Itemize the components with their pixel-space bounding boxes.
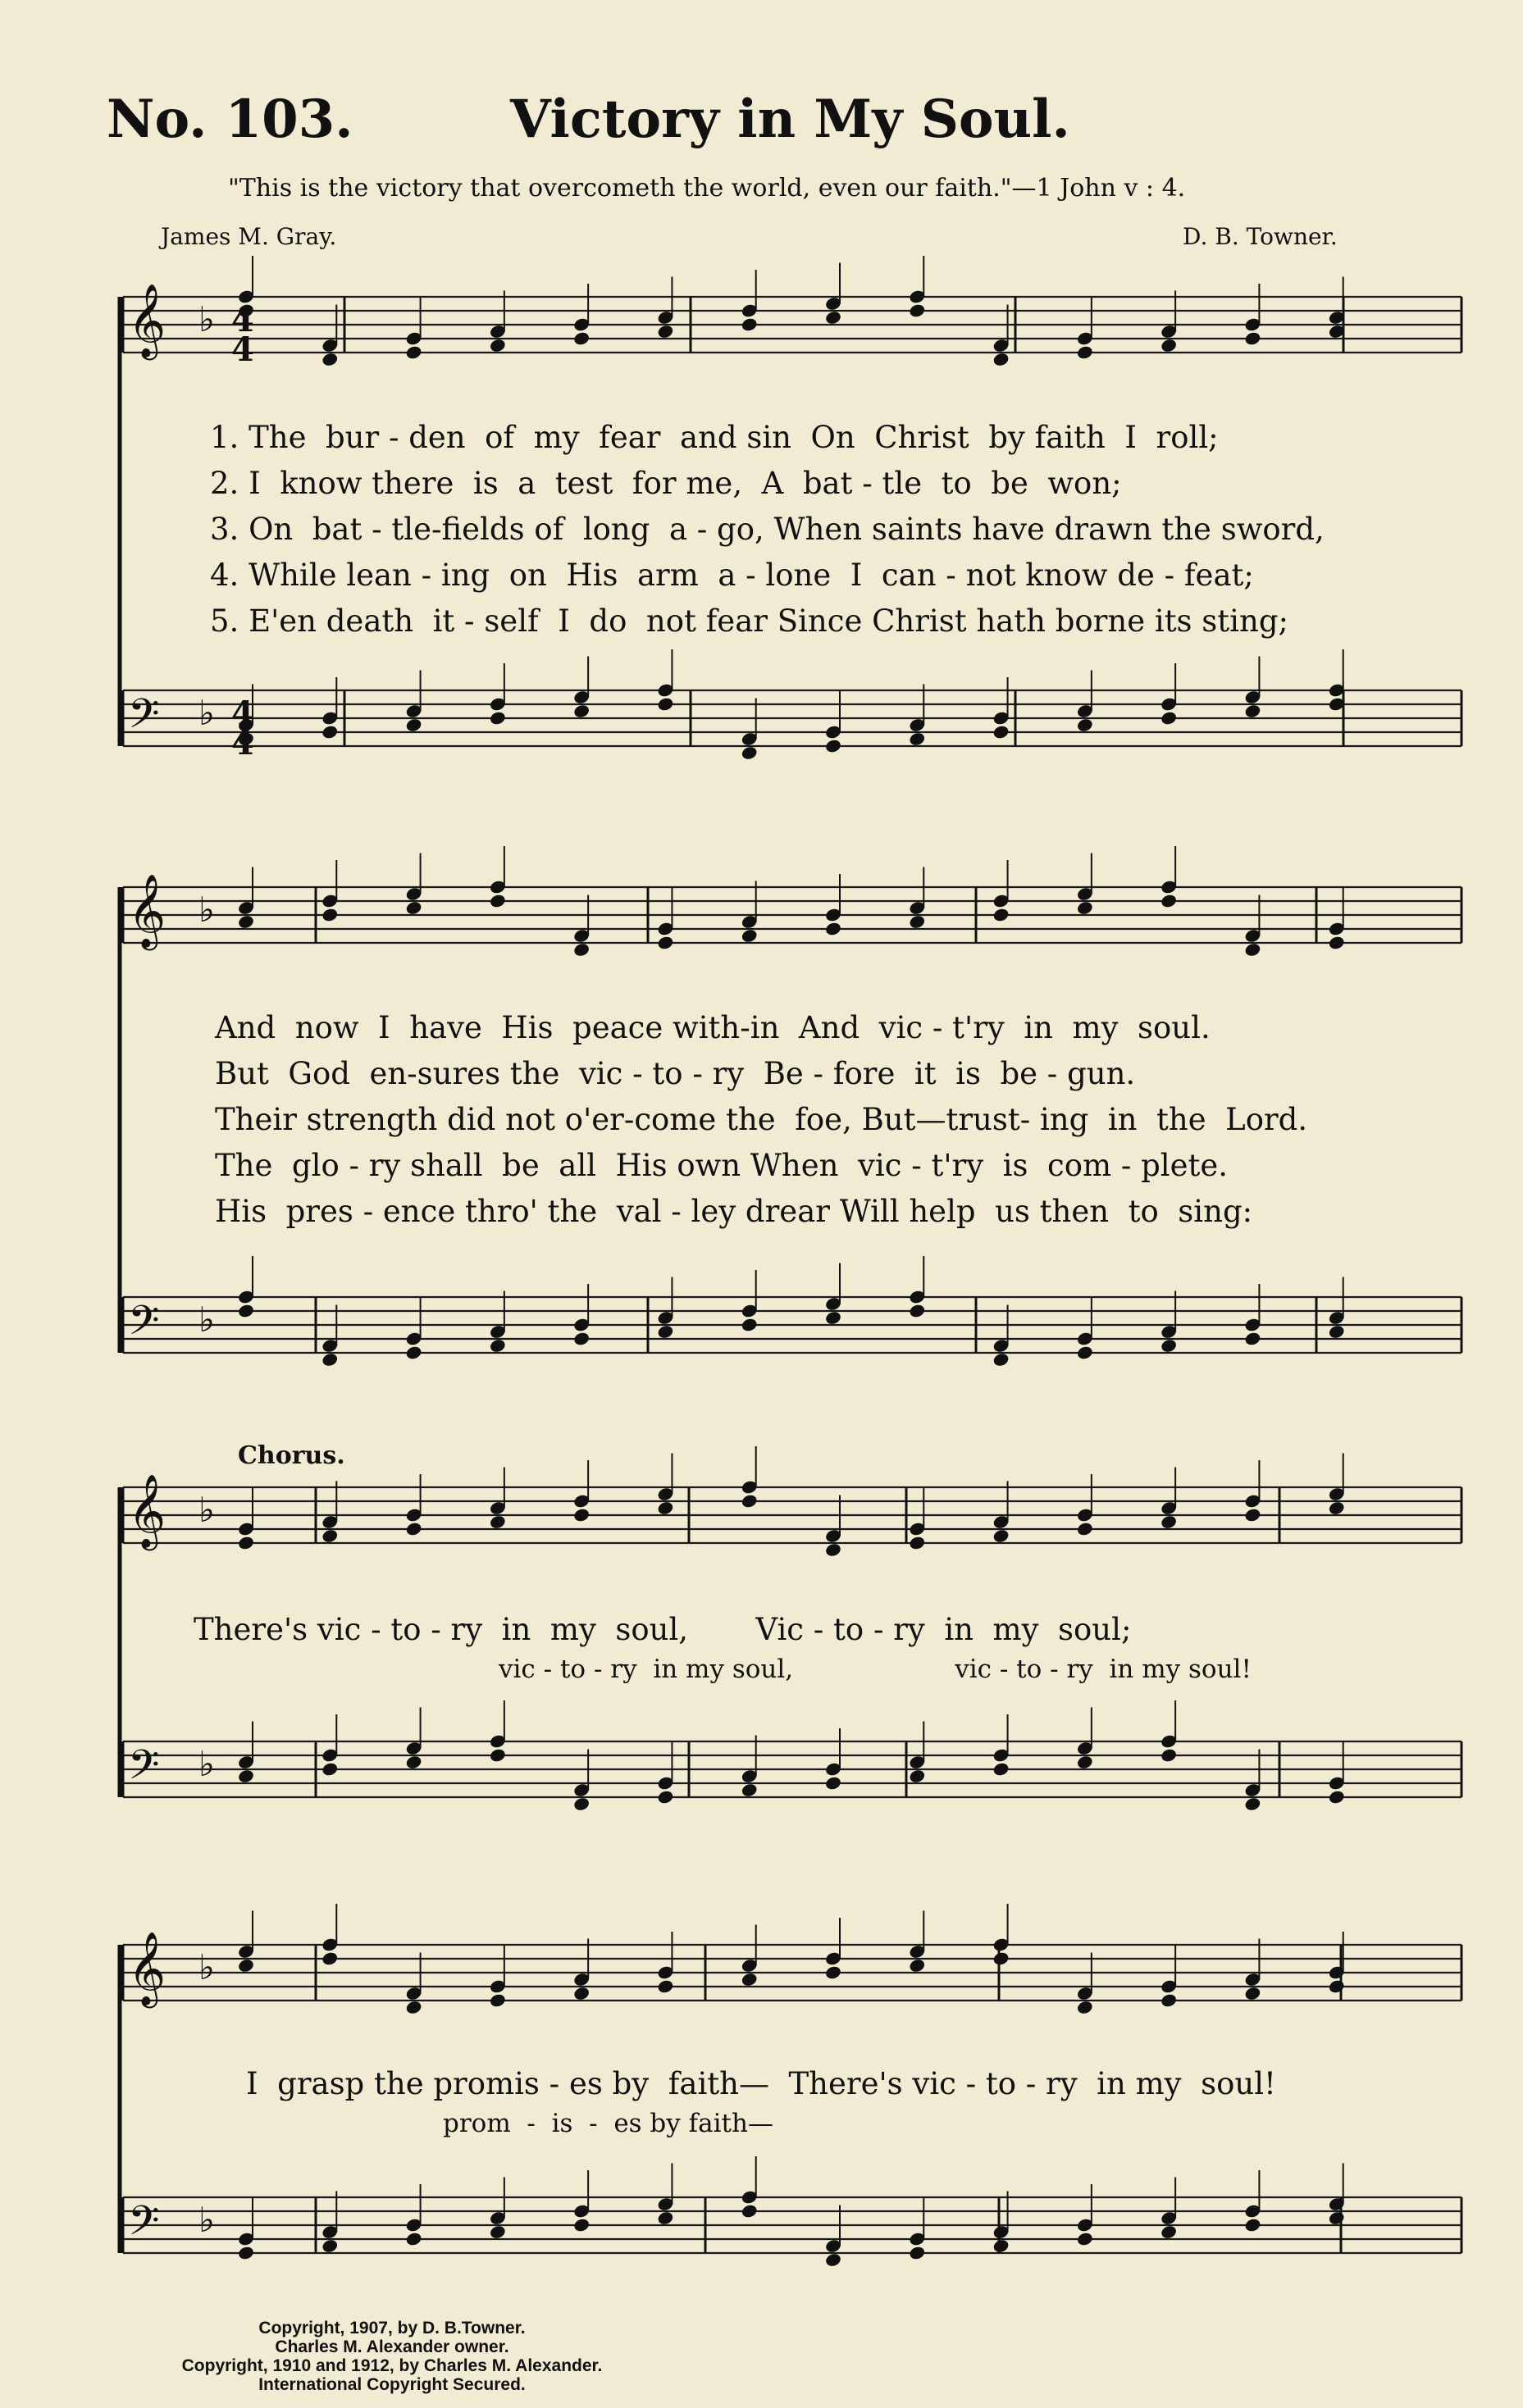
notehead <box>657 696 675 712</box>
notehead <box>572 703 591 719</box>
notehead <box>824 1542 842 1558</box>
notehead <box>1328 1500 1346 1516</box>
notehead <box>824 1775 842 1791</box>
notehead <box>741 316 759 332</box>
notehead <box>572 1796 591 1812</box>
notehead <box>824 921 842 936</box>
author: James M. Gray. <box>161 223 337 250</box>
verse-2-line-2: But God en-sures the vic - to - ry Be - fore it is be - gun. <box>215 1056 1136 1091</box>
notehead <box>657 1978 675 1994</box>
notehead <box>992 2238 1010 2254</box>
copyright-line-1: Copyright, 1907, by D. B.Towner. <box>258 2319 526 2337</box>
treble-clef-icon: 𝄞 <box>128 284 166 357</box>
notehead <box>824 310 842 325</box>
composer: D. B. Towner. <box>1183 223 1338 250</box>
notehead <box>741 928 759 944</box>
notehead <box>405 900 423 916</box>
notehead <box>1244 330 1262 346</box>
notehead <box>237 1303 255 1318</box>
notehead <box>1244 1507 1262 1523</box>
treble-clef-icon: 𝄞 <box>128 1932 166 2005</box>
bass-clef-icon: 𝄢 <box>128 1741 160 1799</box>
notehead <box>1244 1331 1262 1346</box>
notehead <box>657 1324 675 1340</box>
notehead <box>321 907 339 922</box>
notehead <box>908 2245 926 2260</box>
notehead <box>1076 900 1094 916</box>
notehead <box>572 330 591 346</box>
notehead <box>1076 1755 1094 1770</box>
notehead <box>908 1303 926 1318</box>
notehead <box>992 1761 1010 1777</box>
copyright-line-2: Charles M. Alexander owner. <box>275 2337 509 2356</box>
verse-1-line-1: 1. The bur - den of my fear and sin On Christ by faith I roll; <box>210 420 1219 455</box>
notehead <box>1244 703 1262 719</box>
flat-icon: ♭ <box>198 1490 215 1530</box>
notehead <box>1076 717 1094 733</box>
notehead <box>572 2217 591 2233</box>
verse-3-line-1: 3. On bat - tle-fields of long a - go, When saints have drawn the sword, <box>210 512 1325 547</box>
notehead <box>741 1317 759 1332</box>
notehead <box>741 745 759 761</box>
notehead <box>1160 893 1178 908</box>
notehead <box>1328 2210 1346 2226</box>
chorus-label: Chorus. <box>238 1441 345 1470</box>
verse-2-line-1: 2. I know there is a test for me, A bat - tle to be won; <box>210 466 1122 501</box>
notehead <box>405 1521 423 1536</box>
notehead <box>1160 1338 1178 1354</box>
notehead <box>992 1528 1010 1544</box>
notehead <box>1160 1514 1178 1530</box>
notehead <box>908 303 926 318</box>
verse-5-line-1: 5. E'en death it - self I do not fear Since Christ hath borne its sting; <box>210 603 1288 639</box>
verse-4-line-2: The glo - ry shall be all His own When vic - t'ry is com - plete. <box>215 1148 1229 1183</box>
notehead <box>572 1507 591 1523</box>
notehead <box>321 2238 339 2254</box>
notehead <box>1328 935 1346 950</box>
notehead <box>1160 2224 1178 2240</box>
notehead <box>489 1338 507 1354</box>
notehead <box>572 942 591 958</box>
notehead <box>1076 344 1094 360</box>
notehead <box>741 1972 759 1987</box>
notehead <box>908 1768 926 1784</box>
notehead <box>489 2224 507 2240</box>
notehead <box>908 1535 926 1550</box>
notehead <box>237 914 255 930</box>
notehead <box>489 710 507 726</box>
notehead <box>572 1331 591 1346</box>
notehead <box>405 1345 423 1360</box>
notehead <box>1244 942 1262 958</box>
notehead <box>405 344 423 360</box>
time-signature: 4 <box>231 724 254 762</box>
time-signature: 4 <box>231 694 254 733</box>
flat-icon: ♭ <box>198 1300 215 1340</box>
notehead <box>657 1500 675 1516</box>
notehead <box>741 1782 759 1798</box>
notehead <box>237 1535 255 1550</box>
notehead <box>1328 1789 1346 1805</box>
verse-4-line-1: 4. While lean - ing on His arm a - lone I can - not know de - feat; <box>210 558 1254 593</box>
treble-clef-icon: 𝄞 <box>128 1474 166 1548</box>
notehead <box>1244 1796 1262 1812</box>
notehead <box>1076 2231 1094 2246</box>
notehead <box>741 1493 759 1509</box>
notehead <box>321 1352 339 1368</box>
notehead <box>321 1761 339 1777</box>
notehead <box>321 352 339 367</box>
time-signature: 4 <box>231 330 254 369</box>
epigraph: "This is the victory that overcometh the world, even our faith."—1 John v : 4. <box>228 174 1186 203</box>
flat-icon: ♭ <box>198 2200 215 2240</box>
flat-icon: ♭ <box>198 299 215 339</box>
notehead <box>405 717 423 733</box>
notehead <box>489 893 507 908</box>
notehead <box>489 1514 507 1530</box>
notehead <box>1160 338 1178 353</box>
chorus-line-1: There's vic - to - ry in my soul, Vic - to - ry in my soul; <box>194 1612 1132 1647</box>
notehead <box>992 352 1010 367</box>
notehead <box>824 2252 842 2268</box>
notehead <box>1244 1986 1262 2001</box>
flat-icon: ♭ <box>198 693 215 733</box>
treble-clef-icon: 𝄞 <box>128 874 166 948</box>
chorus-line-2: I grasp the promis - es by faith— There's vic - to - ry in my soul! <box>246 2066 1276 2101</box>
notehead <box>657 2210 675 2226</box>
bass-clef-icon: 𝄢 <box>128 1297 160 1354</box>
notehead <box>1076 2000 1094 2015</box>
notehead <box>405 2000 423 2015</box>
notehead <box>489 1747 507 1763</box>
verse-5-line-2: His pres - ence thro' the val - ley drear Will help us then to sing: <box>215 1194 1253 1229</box>
notehead <box>824 1964 842 1980</box>
notehead <box>908 914 926 930</box>
notehead <box>1160 1747 1178 1763</box>
notehead <box>1076 1345 1094 1360</box>
notehead <box>572 1986 591 2001</box>
notehead <box>741 2203 759 2219</box>
notehead <box>992 724 1010 740</box>
chorus-line-1-echo: vic - to - ry in my soul, vic - to - ry in my soul! <box>499 1655 1252 1684</box>
verse-3-line-2: Their strength did not o'er-come the foe, But—trust- ing in the Lord. <box>215 1102 1308 1137</box>
bass-clef-icon: 𝄢 <box>128 2197 160 2255</box>
hymn-number: No. 103. <box>107 89 353 150</box>
chorus-line-2-echo: prom - is - es by faith— <box>443 2109 773 2138</box>
notehead <box>321 1528 339 1544</box>
copyright-line-4: International Copyright Secured. <box>258 2375 526 2394</box>
notehead <box>1160 1992 1178 2008</box>
flat-icon: ♭ <box>198 890 215 930</box>
notehead <box>908 731 926 747</box>
flat-icon: ♭ <box>198 1947 215 1987</box>
notehead <box>405 1755 423 1770</box>
notehead <box>992 907 1010 922</box>
notehead <box>237 1768 255 1784</box>
bass-clef-icon: 𝄢 <box>128 690 160 748</box>
hymn-title: Victory in My Soul. <box>510 89 1070 150</box>
time-signature: 4 <box>231 301 254 339</box>
notehead <box>489 1992 507 2008</box>
notehead <box>992 1951 1010 1966</box>
notehead <box>321 1951 339 1966</box>
notehead <box>405 2231 423 2246</box>
notehead <box>824 738 842 753</box>
flat-icon: ♭ <box>198 1744 215 1784</box>
notehead <box>657 935 675 950</box>
notehead <box>1076 1521 1094 1536</box>
notehead <box>824 1310 842 1326</box>
notehead <box>237 1958 255 1973</box>
notehead <box>1244 2217 1262 2233</box>
notehead <box>992 1352 1010 1368</box>
copyright-line-3: Copyright, 1910 and 1912, by Charles M. Alexander. <box>181 2356 603 2375</box>
notehead <box>237 2245 255 2260</box>
copyright-notice <box>146 2319 638 2394</box>
notehead <box>489 338 507 353</box>
notehead <box>657 324 675 339</box>
verse-1-line-2: And now I have His peace with-in And vic - t'ry in my soul. <box>215 1010 1211 1045</box>
notehead <box>1160 710 1178 726</box>
notehead <box>1328 1978 1346 1994</box>
notehead <box>321 724 339 740</box>
notehead <box>657 1789 675 1805</box>
notehead <box>908 1958 926 1973</box>
notehead <box>1328 1324 1346 1340</box>
